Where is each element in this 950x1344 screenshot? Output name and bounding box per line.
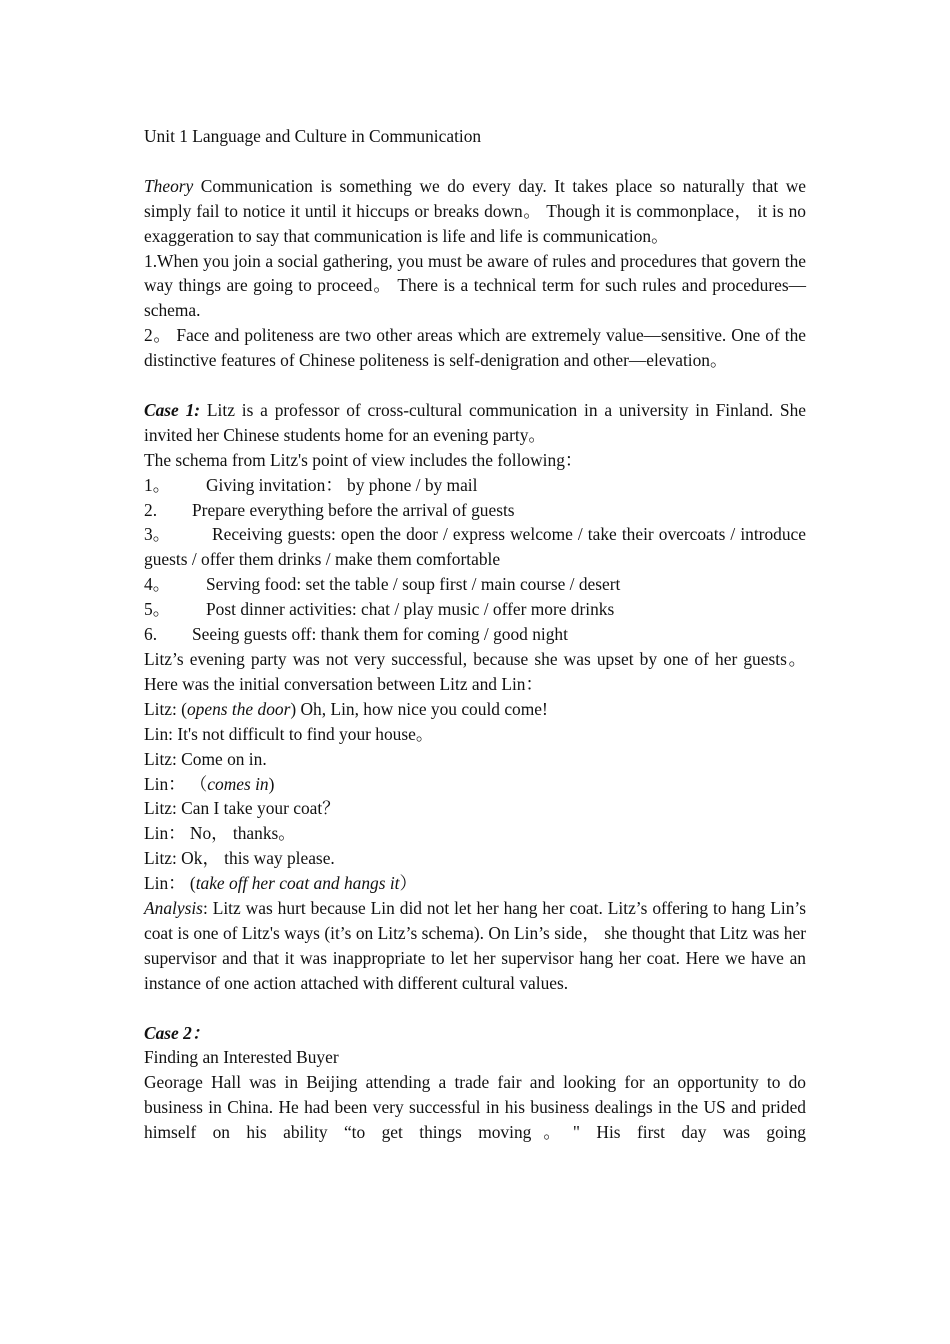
case2-paragraph: Georage Hall was in Beijing attending a trade fair and looking for an opportunity to do business in China. He had been very successful in his business dealings in the US and prided himself on his ability “to get things moving。" His first day was going [144,1072,806,1143]
theory-label: Theory [144,175,194,196]
schema-step [144,473,806,498]
case1-label: Case 1: [144,399,201,420]
analysis-label: Analysis [144,898,203,919]
schema-step [144,522,806,572]
step-text: Giving invitation： by phone / by mail [206,474,478,495]
dialogue-line [144,871,806,896]
document-title: Unit 1 Language and Culture in Communication [144,126,482,146]
step-number: 2. [144,499,158,520]
step-number: 6. [144,624,158,645]
stage-direction: take off her coat and hangs it [195,873,400,894]
dialogue-line: Litz: Ok， this way please. [144,848,335,869]
stage-direction: opens the door [186,698,291,719]
spacer [144,996,806,1021]
dialogue-line: Lin： No， thanks。 [144,823,296,844]
dialogue-text: ) Oh, Lin, how nice you could come! [290,698,548,719]
theory-paragraph [144,174,806,249]
analysis-paragraph [144,896,806,996]
analysis-text: : Litz was hurt because Lin did not let her hang her coat. Litz’s offering to hang Lin’s coat is one of Litz's ways (it’s on Litz’s schema). On Lin’s side， she thought that Litz was her supervisor and that it was inappropriate to let her supervisor hang her coat. Here we have an instance of one action attached with different cultural values. [144,898,806,993]
step-number: 5。 [144,599,171,620]
document-page [144,124,806,1145]
step-text: Post dinner activities: chat / play music / offer more drinks [206,599,615,620]
step-number: 1。 [144,474,171,495]
theory-point-2: 2。 Face and politeness are two other areas which are extremely value—sensitive. One of the distinctive features of Chinese politeness is self-denigration and other—elevation。 [144,325,806,371]
step-text: Seeing guests off: thank them for coming / good night [192,624,568,645]
case1-intro-text: Litz is a professor of cross-cultural communication in a university in Finland. She invited her Chinese students home for an evening party。 [144,399,806,445]
schema-step [144,572,806,597]
step-text: Prepare everything before the arrival of guests [192,499,515,520]
case2-label: Case 2： [144,1022,210,1043]
schema-step [144,597,806,622]
schema-step [144,498,806,523]
dialogue-line: Lin: It's not difficult to find your house。 [144,723,434,744]
party-paragraph: Litz’s evening party was not very successful, because she was upset by one of her guests。 Here was the initial conversation between Litz and Lin： [144,649,806,694]
schema-step [144,622,806,647]
schema-intro: The schema from Litz's point of view includes the following： [144,449,583,470]
case2-subtitle: Finding an Interested Buyer [144,1047,339,1068]
dialogue-line: Litz: Come on in. [144,748,267,769]
dialogue-text: Lin： ( [144,873,196,894]
step-text: Receiving guests: open the door / express welcome / take their overcoats / introduce guests / offer them drinks / make them comfortable [144,524,806,570]
dialogue-line [144,772,806,797]
case2-heading [144,1021,806,1046]
spacer [144,149,806,174]
dialogue-text: Lin： （ [144,773,208,794]
dialogue-line [144,697,806,722]
theory-point-1: 1.When you join a social gathering, you must be aware of rules and procedures that govern the way things are going to proceed。 There is a technical term for such rules and procedures—schema. [144,250,806,321]
step-number: 3。 [144,524,171,545]
step-text: Serving food: set the table / soup first / main course / desert [206,574,621,595]
dialogue-text: ) [268,773,275,794]
stage-direction: comes in [207,773,269,794]
dialogue-line: Litz: Can I take your coat？ [144,798,340,819]
theory-text: Communication is something we do every day. It takes place so naturally that we simply fail to notice it until it hiccups or breaks down。 Though it is commonplace， it is no exaggeration to say that communication is life and life is communication。 [144,175,806,246]
case1-intro [144,398,806,448]
dialogue-text: Litz: ( [144,698,187,719]
step-number: 4。 [144,574,171,595]
dialogue-text: ） [399,873,417,894]
spacer [144,373,806,398]
